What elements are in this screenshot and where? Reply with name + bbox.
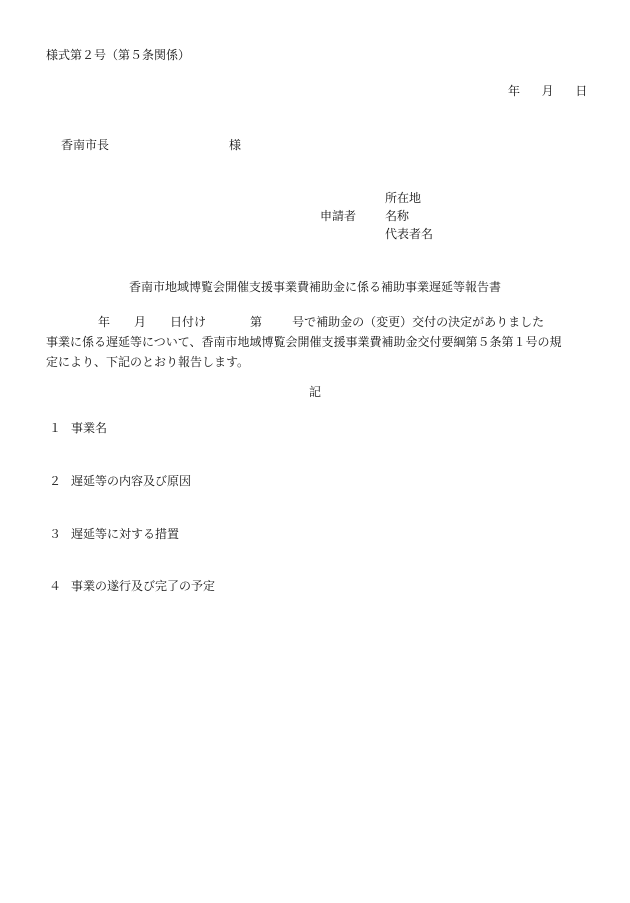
item-delay-measures bbox=[49, 526, 179, 542]
recipient-name: 香南市長 bbox=[61, 138, 110, 152]
item-number: ２ bbox=[49, 474, 62, 488]
item-label: 遅延等の内容及び原因 bbox=[71, 474, 192, 488]
body-month: 月 bbox=[134, 315, 147, 329]
applicant-name-label: 名称 bbox=[385, 209, 410, 223]
item-business-name bbox=[49, 420, 107, 436]
item-number: １ bbox=[49, 421, 62, 435]
date-month: 月 bbox=[541, 84, 554, 98]
body-line-3: 定により、下記のとおり報告します。 bbox=[46, 355, 250, 369]
applicant-label: 申請者 bbox=[320, 209, 357, 223]
body-line-1 bbox=[46, 312, 580, 332]
body-year: 年 bbox=[98, 315, 111, 329]
item-number: ４ bbox=[49, 579, 62, 593]
item-delay-details bbox=[49, 473, 191, 489]
applicant-fields bbox=[385, 189, 433, 243]
body-line1-rest: 号で補助金の（変更）交付の決定がありました bbox=[292, 315, 545, 329]
form-number: 様式第２号（第５条関係） bbox=[46, 48, 191, 62]
item-label: 事業の遂行及び完了の予定 bbox=[71, 579, 216, 593]
item-completion-schedule bbox=[49, 578, 215, 594]
document-title: 香南市地域博覧会開催支援事業費補助金に係る補助事業遅延等報告書 bbox=[128, 280, 501, 294]
date-line bbox=[508, 83, 587, 99]
ki-heading: 記 bbox=[308, 385, 321, 399]
recipient-honorific: 様 bbox=[229, 138, 242, 152]
body-dai: 第 bbox=[250, 315, 263, 329]
applicant-representative-label: 代表者名 bbox=[385, 227, 434, 241]
item-label: 遅延等に対する措置 bbox=[71, 527, 180, 541]
date-day: 日 bbox=[575, 84, 588, 98]
body-dated: 日付け bbox=[170, 315, 207, 329]
date-year: 年 bbox=[508, 84, 521, 98]
body-line-2: 事業に係る遅延等について、香南市地域博覧会開催支援事業費補助金交付要綱第５条第１号の規 bbox=[46, 335, 562, 349]
applicant-address-label: 所在地 bbox=[385, 191, 422, 205]
report-body bbox=[46, 312, 580, 372]
item-number: ３ bbox=[49, 527, 62, 541]
item-label: 事業名 bbox=[71, 421, 108, 435]
